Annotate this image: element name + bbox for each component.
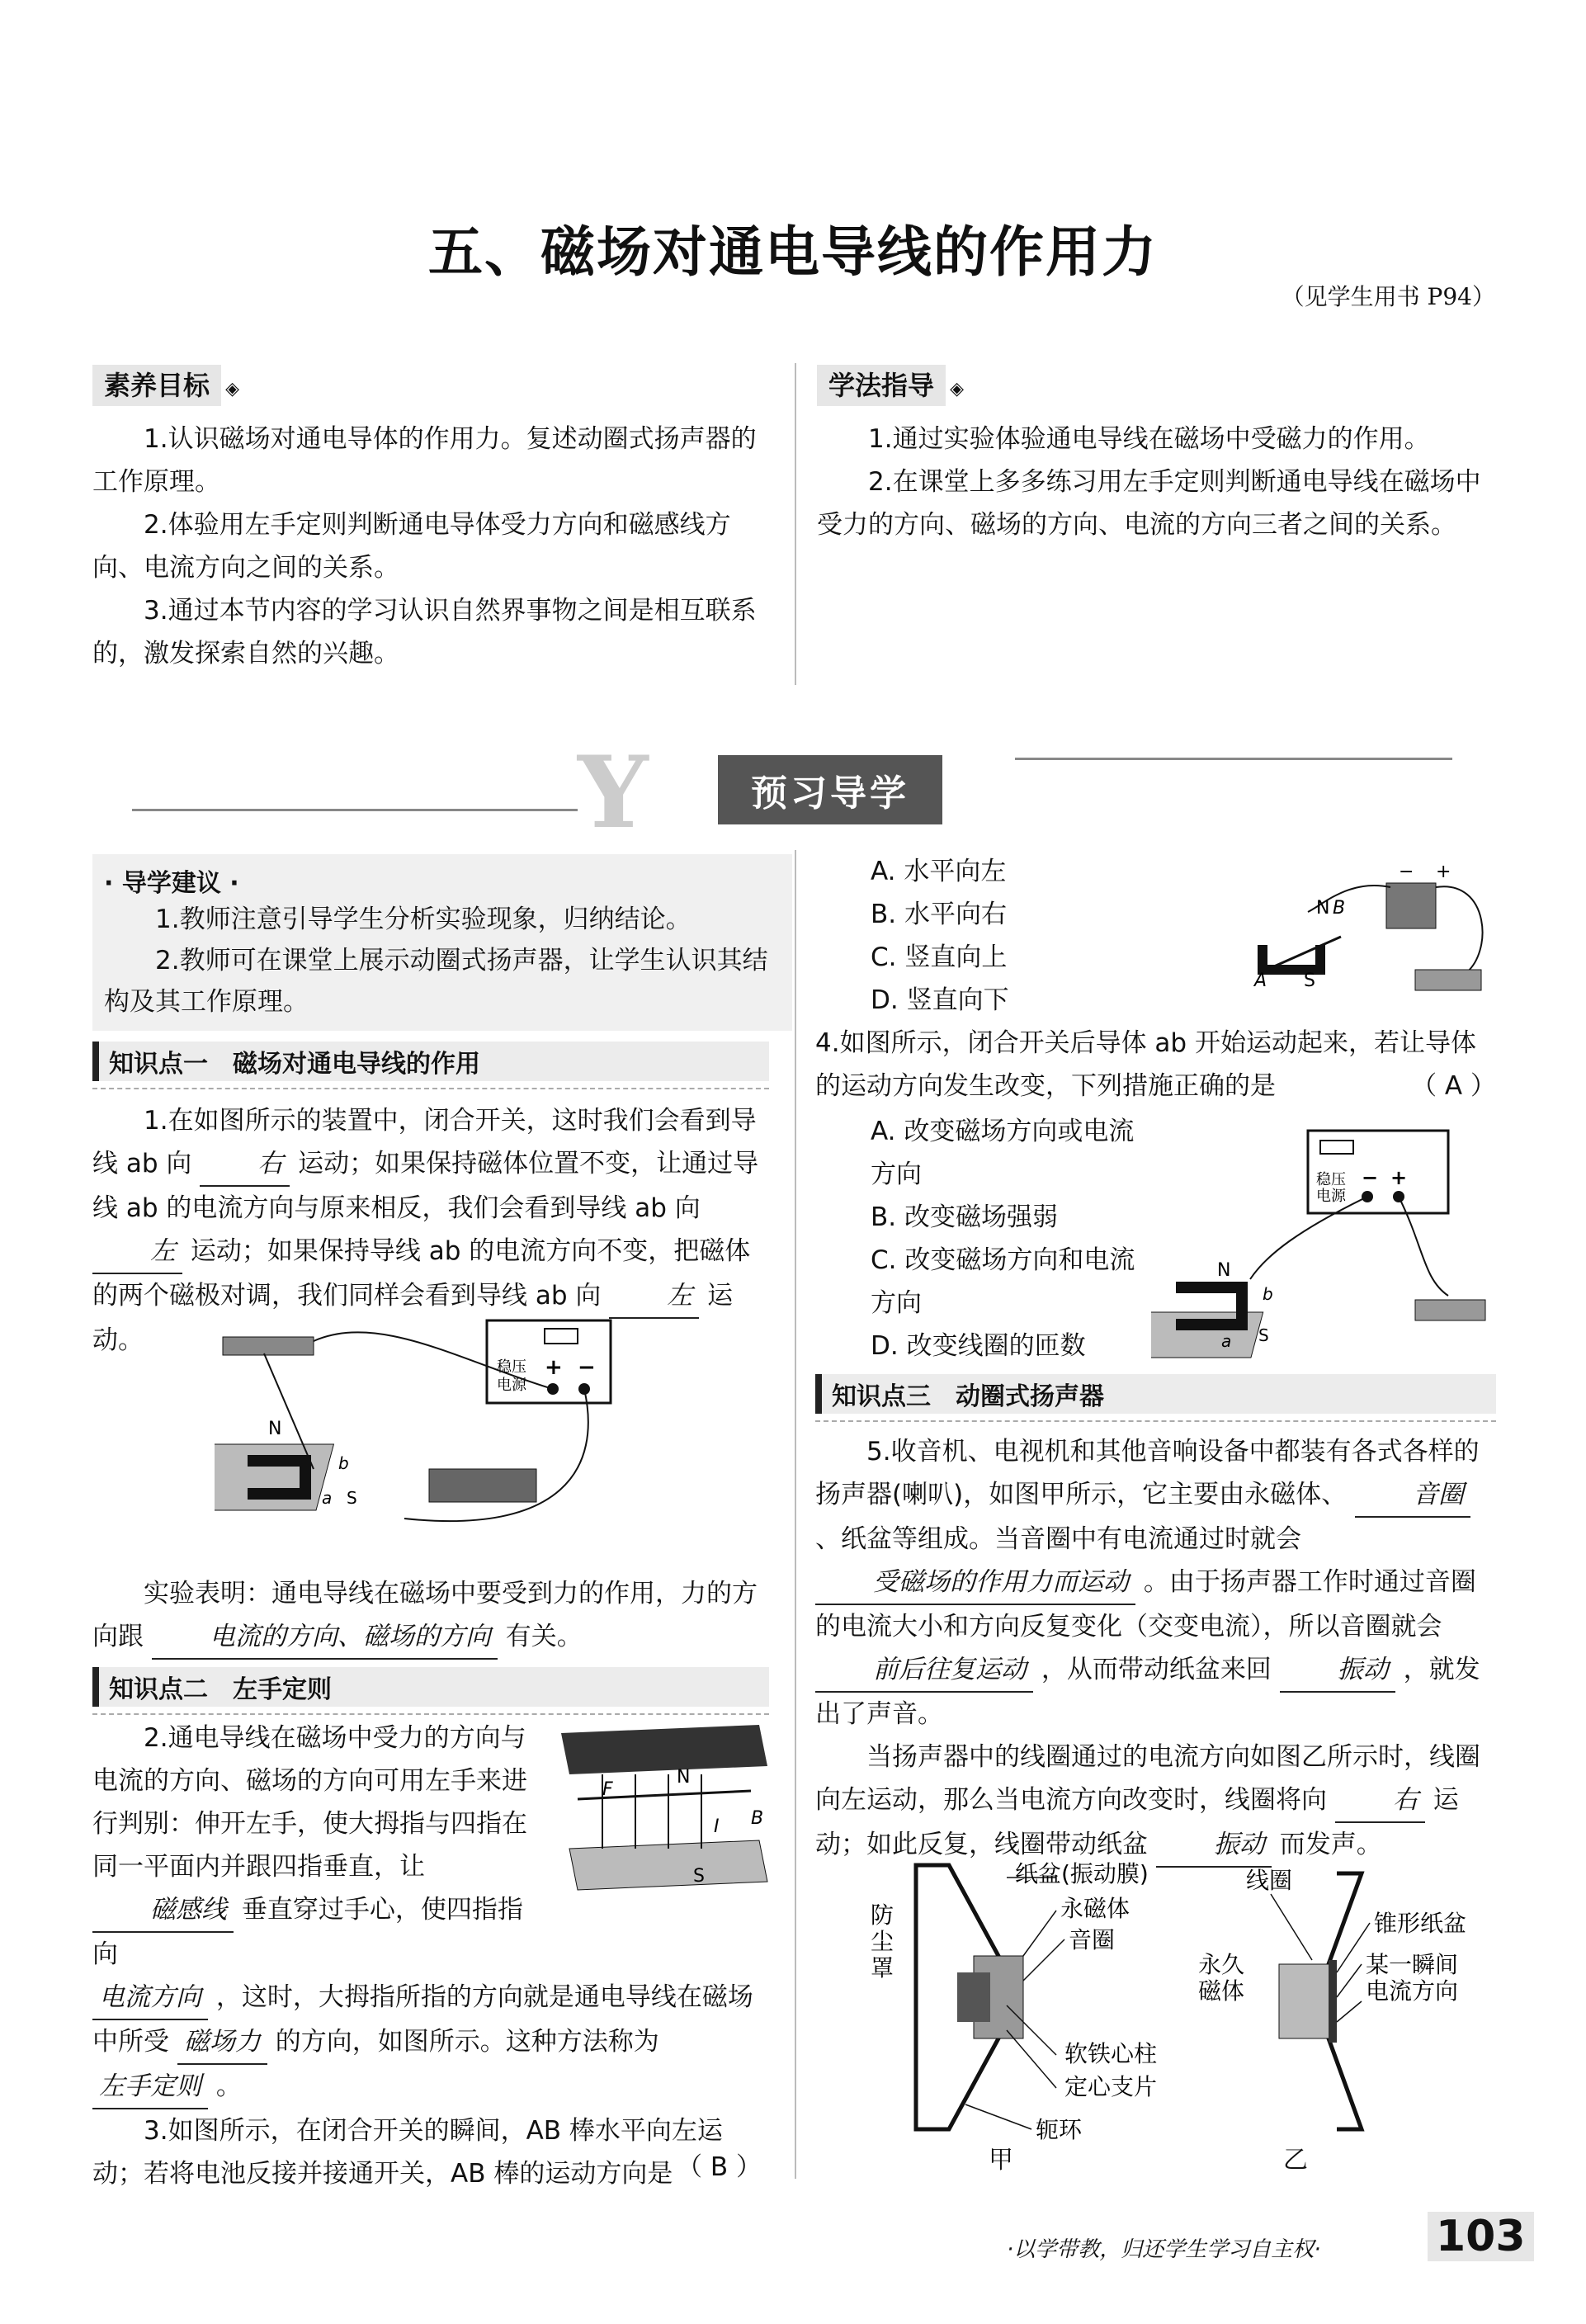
q1-part: 运动。 xyxy=(92,1281,734,1355)
method-heading: 学法指导 xyxy=(817,365,946,406)
svg-text:软铁心柱: 软铁心柱 xyxy=(1064,2040,1158,2067)
q1-part: 1.在如图所示的装置中，闭合开关，这时我们会看到导线 ab 向 xyxy=(92,1106,757,1179)
svg-text:N: N xyxy=(1316,898,1330,919)
kp1-conclusion xyxy=(92,1572,769,1660)
banner-line-right xyxy=(1015,758,1452,760)
speaker-figure-jia xyxy=(871,1860,1157,2143)
q1-part: 运动；如果保持磁体位置不变，让通过导线 ab 的电流方向与原来相反，我们会看到导线 ab 向 xyxy=(92,1149,759,1223)
q4-options xyxy=(871,1110,1151,1367)
arrow-icon: ◈ xyxy=(950,379,965,399)
svg-text:罩: 罩 xyxy=(871,1954,894,1982)
goals-section xyxy=(92,365,777,675)
power-label: 稳压 xyxy=(497,1358,526,1376)
q5-part: 、纸盆等组成。当音圈中有电流通过时就会 xyxy=(815,1524,1301,1554)
option: B. 水平向右 xyxy=(871,900,1007,929)
arrow-icon: ◈ xyxy=(225,379,240,399)
circuit-figure-1 xyxy=(215,1304,677,1552)
svg-text:b: b xyxy=(1263,1284,1273,1304)
answer-blank: 左 xyxy=(92,1230,182,1274)
q2-text xyxy=(92,1717,769,2195)
svg-text:a: a xyxy=(322,1488,333,1508)
answer-blank: 振动 xyxy=(1156,1823,1272,1868)
svg-text:A: A xyxy=(1254,971,1267,991)
option: D. 改变线圈的匝数 xyxy=(871,1331,1086,1361)
svg-text:电流方向: 电流方向 xyxy=(1366,1977,1459,2005)
q2-part: ，这时，大拇指所指的方向就是通电导线在磁场中所受 xyxy=(92,1982,753,2057)
column-divider xyxy=(795,850,796,2179)
figure-label-yi: 乙 xyxy=(1283,2146,1308,2175)
suggest-heading: · 导学建议 · xyxy=(104,869,239,898)
suggest-item: 2.教师可在课堂上展示动圈式扬声器，让学生认识其结构及其工作原理。 xyxy=(104,946,768,1017)
answer-blank: 受磁场的作用力而运动 xyxy=(815,1561,1135,1605)
svg-text:−: − xyxy=(1399,862,1414,882)
q3-text: 3.如图所示，在闭合开关的瞬间，AB 棒水平向左运动；若将电池反接并接通开关，AB 棒的运动方向是 xyxy=(92,2116,723,2189)
svg-text:永久: 永久 xyxy=(1198,1951,1245,1978)
svg-text:S: S xyxy=(347,1488,357,1508)
kp3-section xyxy=(815,1374,1496,1868)
svg-text:−: − xyxy=(1362,1166,1379,1189)
figure-label-jia: 甲 xyxy=(989,2146,1013,2175)
svg-text:电源: 电源 xyxy=(1316,1188,1346,1205)
svg-text:b: b xyxy=(338,1453,349,1473)
svg-text:I: I xyxy=(714,1816,720,1837)
q4-answer: （ A ） xyxy=(1411,1071,1496,1101)
q3-options xyxy=(871,850,1009,1022)
q5b-part: 运动；如此反复，线圈带动纸盆 xyxy=(815,1785,1459,1859)
q2-part: 垂直穿过手心，使四指指向 xyxy=(92,1895,523,1969)
answer-blank: 电流的方向、磁场的方向 xyxy=(152,1615,498,1660)
svg-text:尘: 尘 xyxy=(871,1928,894,1955)
suggest-box xyxy=(92,854,792,1031)
goals-heading: 素养目标 xyxy=(92,365,221,406)
page-title: 五、磁场对通电导线的作用力 xyxy=(428,220,1158,284)
answer-blank: 磁感线 xyxy=(92,1888,234,1933)
speaker-figures xyxy=(866,1857,1502,2146)
method-section xyxy=(817,365,1494,546)
method-item: 2.在课堂上多多练习用左手定则判断通电导线在磁场中受力的方向、磁场的方向、电流的方向三者之间的关系。 xyxy=(817,467,1481,540)
svg-text:磁体: 磁体 xyxy=(1198,1977,1245,2005)
svg-text:N: N xyxy=(268,1419,282,1439)
answer-blank: 右 xyxy=(1335,1778,1425,1823)
q2-part: 2.通电导线在磁场中受力的方向与电流的方向、磁场的方向可用左手来进行判别：伸开左手，使大拇指与四指在同一平面内并跟四指垂直，让 xyxy=(92,1723,527,1882)
goal-item: 3.通过本节内容的学习认识自然界事物之间是相互联系的，激发探索自然的兴趣。 xyxy=(92,596,757,668)
column-divider xyxy=(795,363,796,685)
circuit-figure-4 xyxy=(1151,1114,1498,1362)
q3-answer: （ B ） xyxy=(677,2152,762,2182)
kp3-heading: 知识点三 动圈式扬声器 xyxy=(815,1374,1496,1414)
banner-letter-icon: Y xyxy=(578,735,649,851)
q5-part: 。由于扬声器工作时通过音圈的电流大小和方向反复变化（交变电流），所以音圈就会 xyxy=(815,1567,1476,1641)
goal-item: 2.体验用左手定则判断通电导体受力方向和磁感线方向、电流方向之间的关系。 xyxy=(92,510,731,583)
q5-part: ，就发出了声音。 xyxy=(815,1655,1480,1729)
method-item: 1.通过实验体验通电导线在磁场中受磁力的作用。 xyxy=(868,424,1430,454)
kp1-heading: 知识点一 磁场对通电导线的作用 xyxy=(92,1042,769,1081)
svg-text:锥形纸盆: 锥形纸盆 xyxy=(1374,1910,1467,1937)
answer-blank: 音圈 xyxy=(1355,1473,1470,1518)
answer-blank: 电流方向 xyxy=(92,1976,208,2020)
footer-slogan: ·以学带教，归还学生学习自主权· xyxy=(1007,2237,1321,2262)
conclusion-part: 实验表明：通电导线在磁场中要受到力的作用，力的方向跟 xyxy=(92,1579,758,1651)
svg-text:音圈: 音圈 xyxy=(1069,1926,1116,1953)
svg-text:轭环: 轭环 xyxy=(1036,2116,1083,2143)
svg-text:B: B xyxy=(1333,898,1346,919)
q2-part: 。 xyxy=(215,2071,242,2101)
option: B. 改变磁场强弱 xyxy=(871,1202,1058,1232)
q4-section xyxy=(815,1022,1496,1108)
option: C. 竖直向上 xyxy=(871,942,1008,972)
kp2-heading: 知识点二 左手定则 xyxy=(92,1667,769,1707)
svg-text:纸盆(振动膜): 纸盆(振动膜) xyxy=(1015,1860,1149,1887)
q1-part: 运动；如果保持导线 ab 的电流方向不变，把磁体的两个磁极对调，我们同样会看到导线 ab 向 xyxy=(92,1236,751,1311)
svg-text:+: + xyxy=(1390,1166,1408,1189)
q2-part: 的方向，如图所示。这种方法称为 xyxy=(275,2027,659,2057)
svg-text:定心支片: 定心支片 xyxy=(1064,2073,1158,2100)
q5-part: 5.收音机、电视机和其他音响设备中都装有各式各样的扬声器(喇叭)，如图甲所示，它主要由永磁体、 xyxy=(815,1437,1480,1509)
svg-text:永磁体: 永磁体 xyxy=(1060,1895,1130,1922)
option: D. 竖直向下 xyxy=(871,985,1009,1015)
svg-text:+: + xyxy=(545,1355,563,1380)
banner-line-left xyxy=(132,809,578,811)
option: A. 改变磁场方向或电流方向 xyxy=(871,1117,1135,1189)
banner-title: 预习导学 xyxy=(718,755,942,824)
svg-text:+: + xyxy=(1436,862,1451,882)
q4-text: 4.如图所示，闭合开关后导体 ab 开始运动起来，若让导体的运动方向发生改变，下列措施正确的是 xyxy=(815,1028,1476,1101)
svg-text:F: F xyxy=(602,1779,613,1800)
svg-text:S: S xyxy=(1258,1325,1269,1345)
answer-blank: 前后往复运动 xyxy=(815,1648,1033,1693)
svg-text:电源: 电源 xyxy=(497,1377,526,1394)
suggest-item: 1.教师注意引导学生分析实验现象，归纳结论。 xyxy=(155,905,692,934)
svg-text:稳压: 稳压 xyxy=(1316,1171,1346,1188)
answer-blank: 振动 xyxy=(1280,1648,1395,1693)
q5b-part: 当扬声器中的线圈通过的电流方向如图乙所示时，线圈向左运动，那么当电流方向改变时，线圈将向 xyxy=(815,1742,1480,1815)
speaker-figure-yi xyxy=(1198,1867,1466,2129)
answer-blank: 右 xyxy=(200,1142,290,1187)
svg-text:B: B xyxy=(751,1808,764,1829)
svg-text:N: N xyxy=(677,1767,691,1788)
page-number: 103 xyxy=(1428,2212,1534,2261)
svg-text:S: S xyxy=(1304,971,1315,991)
goal-item: 1.认识磁场对通电导体的作用力。复述动圈式扬声器的工作原理。 xyxy=(92,424,757,497)
option: A. 水平向左 xyxy=(871,857,1007,886)
q5b-part: 而发声。 xyxy=(1279,1830,1382,1859)
q5-part: ，从而带动纸盆来回 xyxy=(1041,1655,1272,1684)
svg-text:S: S xyxy=(693,1866,705,1887)
svg-text:−: − xyxy=(578,1355,596,1380)
svg-text:线圈: 线圈 xyxy=(1246,1867,1293,1894)
answer-blank: 磁场力 xyxy=(177,2020,267,2065)
kp2-section xyxy=(92,1667,769,1715)
battery-figure xyxy=(1250,862,1498,1007)
svg-text:a: a xyxy=(1221,1331,1232,1351)
book-reference: （见学生用书 P94） xyxy=(1281,283,1495,310)
svg-text:防: 防 xyxy=(871,1901,894,1929)
svg-text:N: N xyxy=(1217,1260,1231,1281)
conclusion-part: 有关。 xyxy=(505,1622,583,1651)
svg-text:某一瞬间: 某一瞬间 xyxy=(1366,1951,1459,1978)
answer-blank: 左手定则 xyxy=(92,2065,208,2109)
option: C. 改变磁场方向和电流方向 xyxy=(871,1245,1135,1318)
answer-blank: 左 xyxy=(609,1274,699,1319)
